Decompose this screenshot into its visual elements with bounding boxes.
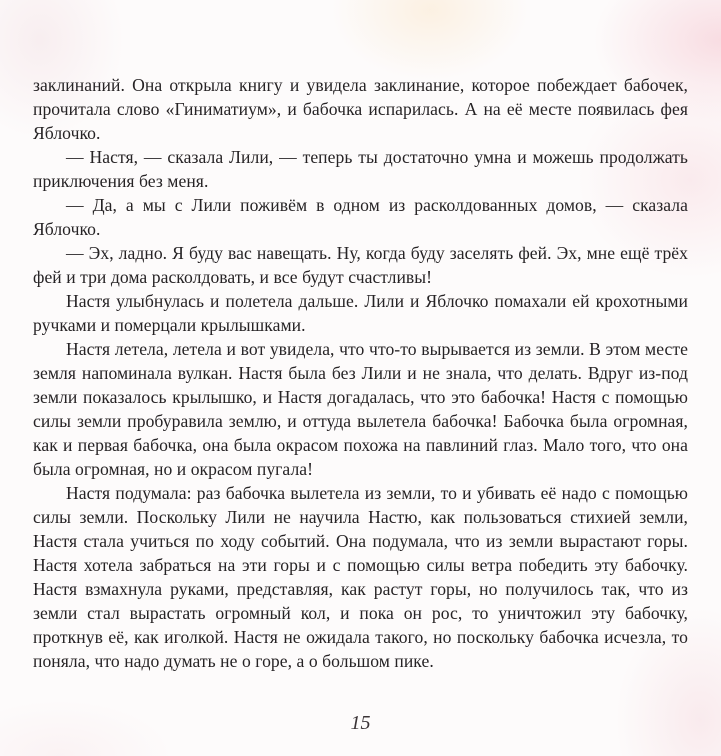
paragraph-dialogue-yablochko: — Да, а мы с Лили поживём в одном из расколдованных домов, — сказала Яблочко. [33,195,688,239]
page-text [33,73,688,673]
paragraph-dialogue-lili: — Настя, — сказала Лили, — теперь ты достаточно умна и можешь продолжать приключения без меня. [33,147,688,191]
paragraph-earth-power: Настя подумала: раз бабочка вылетела из земли, то и убивать её надо с помощью силы земли. Поскольку Лили не научила Настю, как пользоваться стихией земли, Настя стала учиться по ходу событий. Она подумала, что из земли вырастают горы. Настя хотела забраться на эти горы и с помощью силы ветра победить эту бабочку. Настя взмахнула руками, представляя, как растут горы, но получилось так, что из земли стал вырастать огромный кол, и пока он рос, то уничтожил эту бабочку, проткнув её, как иголкой. Настя не ожидала такого, но поскольку бабочка исчезла, то поняла, что надо думать не о горе, а о большом пике. [33,483,688,671]
paragraph-farewell: Настя улыбнулась и полетела дальше. Лили и Яблочко помахали ей крохотными ручками и померцали крылышками. [33,291,688,335]
paragraph-continuation: заклинаний. Она открыла книгу и увидела заклинание, которое побеждает бабочек, прочитала слово «Гиниматиум», и бабочка испарилась. А на её месте появилась фея Яблочко. [33,75,688,143]
page-number: 15 [350,712,371,734]
paragraph-dialogue-nastya: — Эх, ладно. Я буду вас навещать. Ну, когда буду заселять фей. Эх, мне ещё трёх фей и три дома расколдовать, и все будут счастливы! [33,243,688,287]
paragraph-earth-butterfly: Настя летела, летела и вот увидела, что что-то вырывается из земли. В этом месте земля напоминала вулкан. Настя была без Лили и не знала, что делать. Вдруг из-под земли показалось крылышко, и Настя догадалась, что это бабочка! Настя с помощью силы земли пробуравила землю, и оттуда вылетела бабочка! Бабочка была огромная, как и первая бабочка, она была окрасом похожа на павлиний глаз. Мало того, что она была огромная, но и окрасом пугала! [33,339,688,479]
